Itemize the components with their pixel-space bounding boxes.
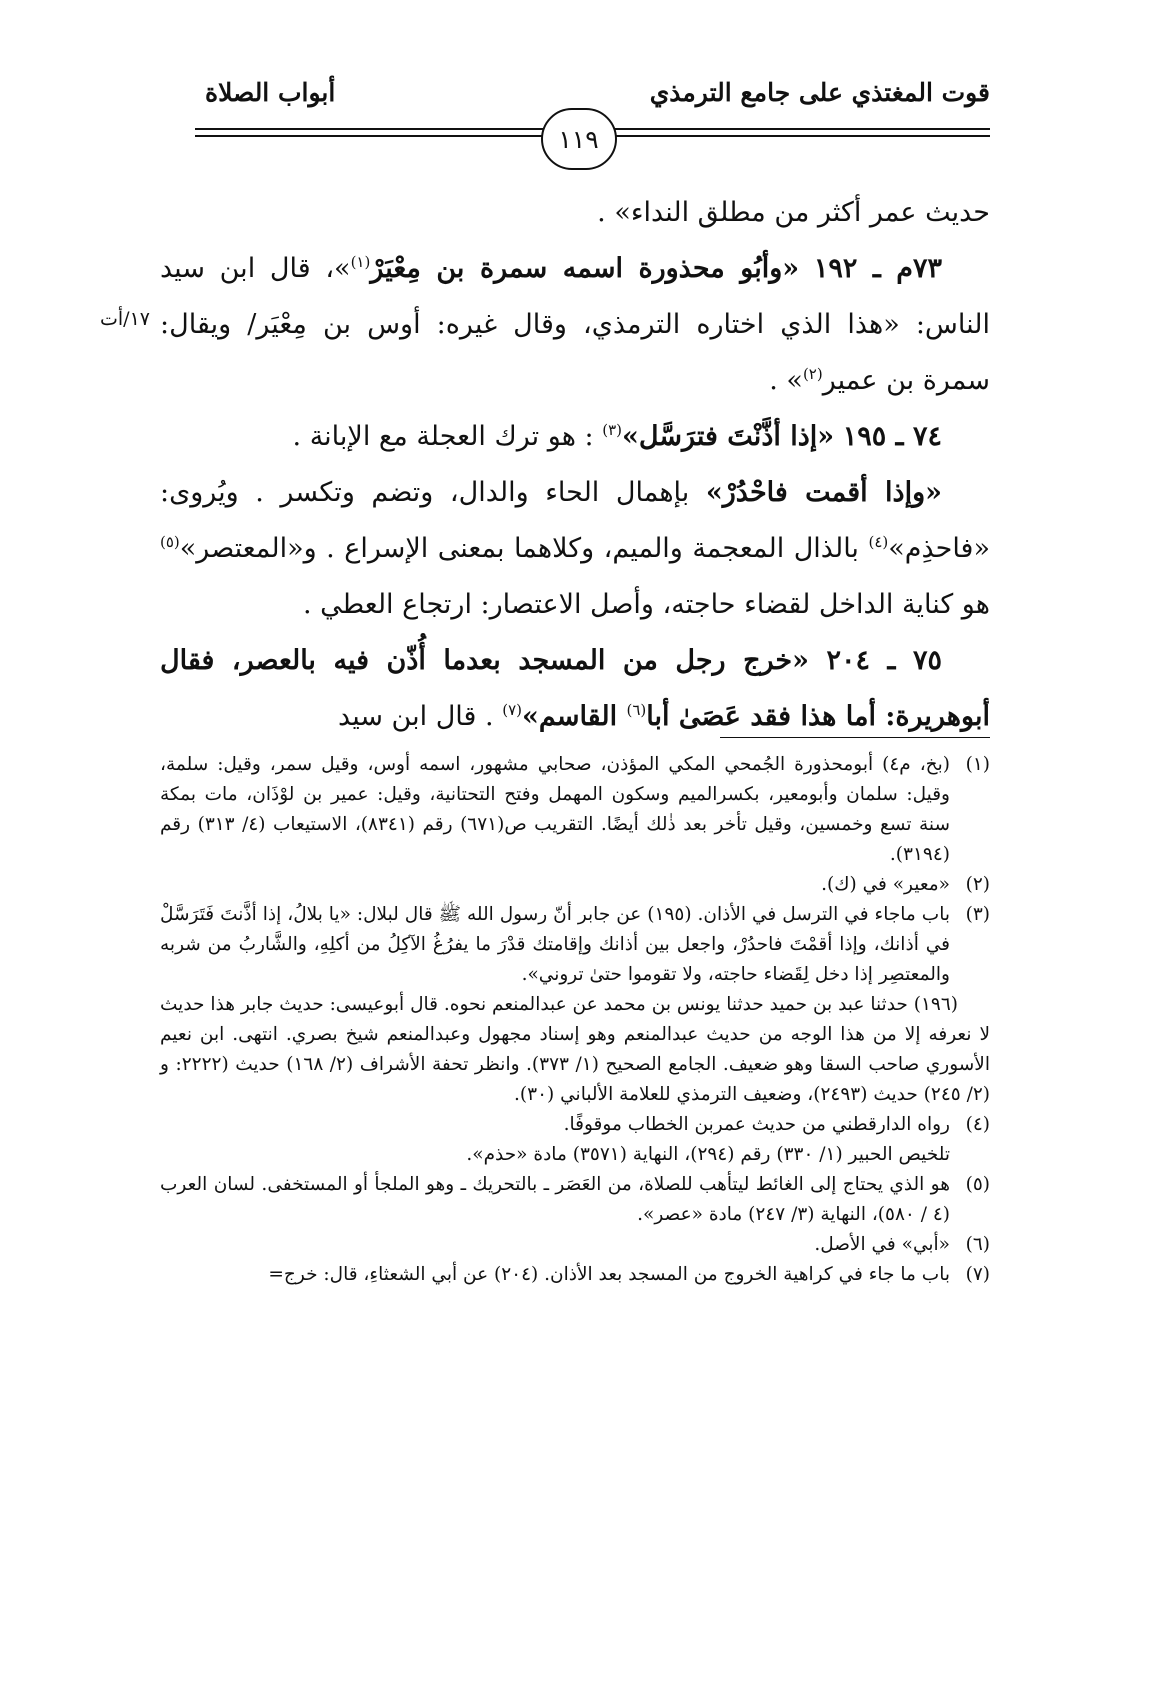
footnote-6 (160, 1230, 990, 1260)
book-title: قوت المغتذي على جامع الترمذي (649, 78, 990, 107)
header-rule-right (610, 128, 990, 137)
footnote-ref: (١) (350, 253, 371, 271)
footnote-1 (160, 750, 990, 870)
footnote-text: تلخيص الحبير (١/ ٣٣٠) رقم (٢٩٤)، النهاية (٣٥٧١) مادة «حذم». (466, 1144, 950, 1165)
footnote-number: (٤) (965, 1114, 990, 1135)
footnote-number: (٥) (965, 1174, 990, 1195)
hadith-quote: «وإذا أقمت فاحْدُرْ» (705, 477, 942, 508)
footnote-ref: (٧) (502, 701, 522, 719)
main-text (160, 185, 990, 745)
paragraph-75 (160, 633, 990, 745)
hadith-quote: «وأبُو محذورة اسمه سمرة بن مِعْيَرْ (370, 253, 800, 284)
footnote-text: «معير» في (ك). (821, 874, 950, 895)
commentary: : هو ترك العجلة مع الإبانة . (292, 421, 594, 452)
footnote-number: (٧) (965, 1264, 990, 1285)
footnote-text: رواه الدارقطني من حديث عمربن الخطاب موقوفًا. (563, 1114, 950, 1135)
footnote-text: (بخ، م٤) أبومحذورة الجُمحي المكي المؤذن، صحابي مشهور، اسمه أوس، وقيل سمر، وقيل: سلمة، وقيل: سلمان وأبومعير، بكسرالميم وسكون المهمل وفتح التحتانية، وقيل: عمير بن لوْذَان، مات بمكة سنة تسع وخمسين، وقيل تأخر بعد ذٰلك أيضًا. التقريب ص(٦٧١) رقم (٨٣٤١)، الاستيعاب (٤/ ٣١٣) رقم (٣١٩٤). (160, 754, 950, 865)
hadith-number: ٧٤ ـ ١٩٥ (842, 421, 942, 452)
commentary: »، قال ابن سيد الناس: «هذا الذي اختاره الترمذي، وقال غيره: أوس بن مِعْيَر/ ويقال: سمرة بن عمير (160, 253, 990, 396)
footnote-5 (160, 1170, 990, 1230)
commentary: هو كناية الداخل لقضاء حاجته، وأصل الاعتصار: ارتجاع العطي . (302, 589, 990, 620)
footnote-7 (160, 1260, 990, 1290)
header-rule-left (195, 128, 575, 137)
footnote-divider (720, 737, 990, 738)
paragraph-73 (160, 241, 990, 409)
hadith-quote: القاسم» (521, 701, 627, 732)
footnote-ref: (٦) (626, 701, 647, 719)
footnote-2 (160, 870, 990, 900)
footnote-ref: (٣) (602, 421, 622, 439)
paragraph-iqama (160, 465, 990, 633)
chapter-title: أبواب الصلاة (205, 78, 336, 107)
commentary: . قال ابن سيد (338, 701, 494, 732)
commentary: » . (769, 365, 803, 396)
footnote-number: (٢) (965, 874, 990, 895)
footnote-text: هو الذي يحتاج إلى الغائط ليتأهب للصلاة، من العَصَر ـ بالتحريك ـ وهو الملجأ أو المستخفى. لسان العرب (٤ / ٥٨٠)، النهاية (٣/ ٢٤٧) مادة «عصر». (160, 1174, 950, 1225)
hadith-number: ٧٣م ـ ١٩٢ (813, 253, 942, 284)
hadith-quote: «إذا أذَّنْتَ فترَسَّل» (622, 421, 835, 452)
footnote-text: باب ماجاء في الترسل في الأذان. (١٩٥) عن جابر أنّ رسول الله ﷺ قال لبلال: «يا بلالُ، إذا أذَّنتَ فَتَرَسَّلْ في أذانك، وإذا أقمْتَ فاحدُرْ، واجعل بين أذانك وإقامتك قدْرَ ما يفرُغُ الآكِلُ من أكلِهِ، والشَّاربُ من شربه والمعتصِر إذا دخل لِقَضاء حاجته، ولا تقوموا حتىٰ تروني». (160, 904, 950, 985)
footnote-number: (١) (965, 754, 990, 775)
paragraph-74 (160, 409, 990, 465)
hadith-quote: ٧٥ ـ ٢٠٤ «خرج رجل من المسجد بعدما أُذّن فيه بالعصر، فقال أبوهريرة: أما هذا فقد عَصَىٰ أبا (160, 645, 990, 732)
commentary: بإهمال الحاء والدال، وتضم وتكسر . ويُروى: «فاحذِم» (160, 477, 990, 564)
margin-note: ١٧/أت (100, 308, 150, 330)
footnote-number: (٣) (965, 904, 990, 925)
footnote-3 (160, 900, 990, 990)
footnote-4-continuation (160, 1140, 990, 1170)
commentary: بالذال المعجمة والميم، وكلاهما بمعنى الإسراع . و«المعتصر» (179, 533, 869, 564)
footnote-number: (٦) (965, 1234, 990, 1255)
footnote-ref: (٥) (160, 533, 180, 551)
footnote-3-continuation: (١٩٦) حدثنا عبد بن حميد حدثنا يونس بن محمد عن عبدالمنعم نحوه. قال أبوعيسى: حديث جابر هذا حديث لا نعرفه إلا من هذا الوجه من حديث عبدالمنعم وهو إسناد مجهول وعبدالمنعم شيخ بصري. انتهى. ابن نعيم الأسوري صاحب السقا وهو ضعيف. الجامع الصحيح (١/ ٣٧٣). وانظر تحفة الأشراف (٢/ ١٦٨) حديث (٢٢٢٢: و (٢/ ٢٤٥) حديث (٢٤٩٣)، وضعيف الترمذي للعلامة الألباني (٣٠). (160, 994, 990, 1105)
running-header (175, 70, 990, 170)
footnote-text: باب ما جاء في كراهية الخروج من المسجد بعد الأذان. (٢٠٤) عن أبي الشعثاءِ، قال: خرج= (268, 1264, 950, 1285)
line-continuation: حديث عمر أكثر من مطلق النداء» . (597, 197, 990, 228)
footnote-text: «أبي» في الأصل. (814, 1234, 950, 1255)
footnote-ref: (٤) (868, 533, 889, 551)
footnote-4 (160, 1110, 990, 1140)
footnote-ref: (٢) (802, 365, 823, 383)
footnotes (160, 750, 990, 1290)
page-number: ١١٩ (541, 108, 617, 170)
